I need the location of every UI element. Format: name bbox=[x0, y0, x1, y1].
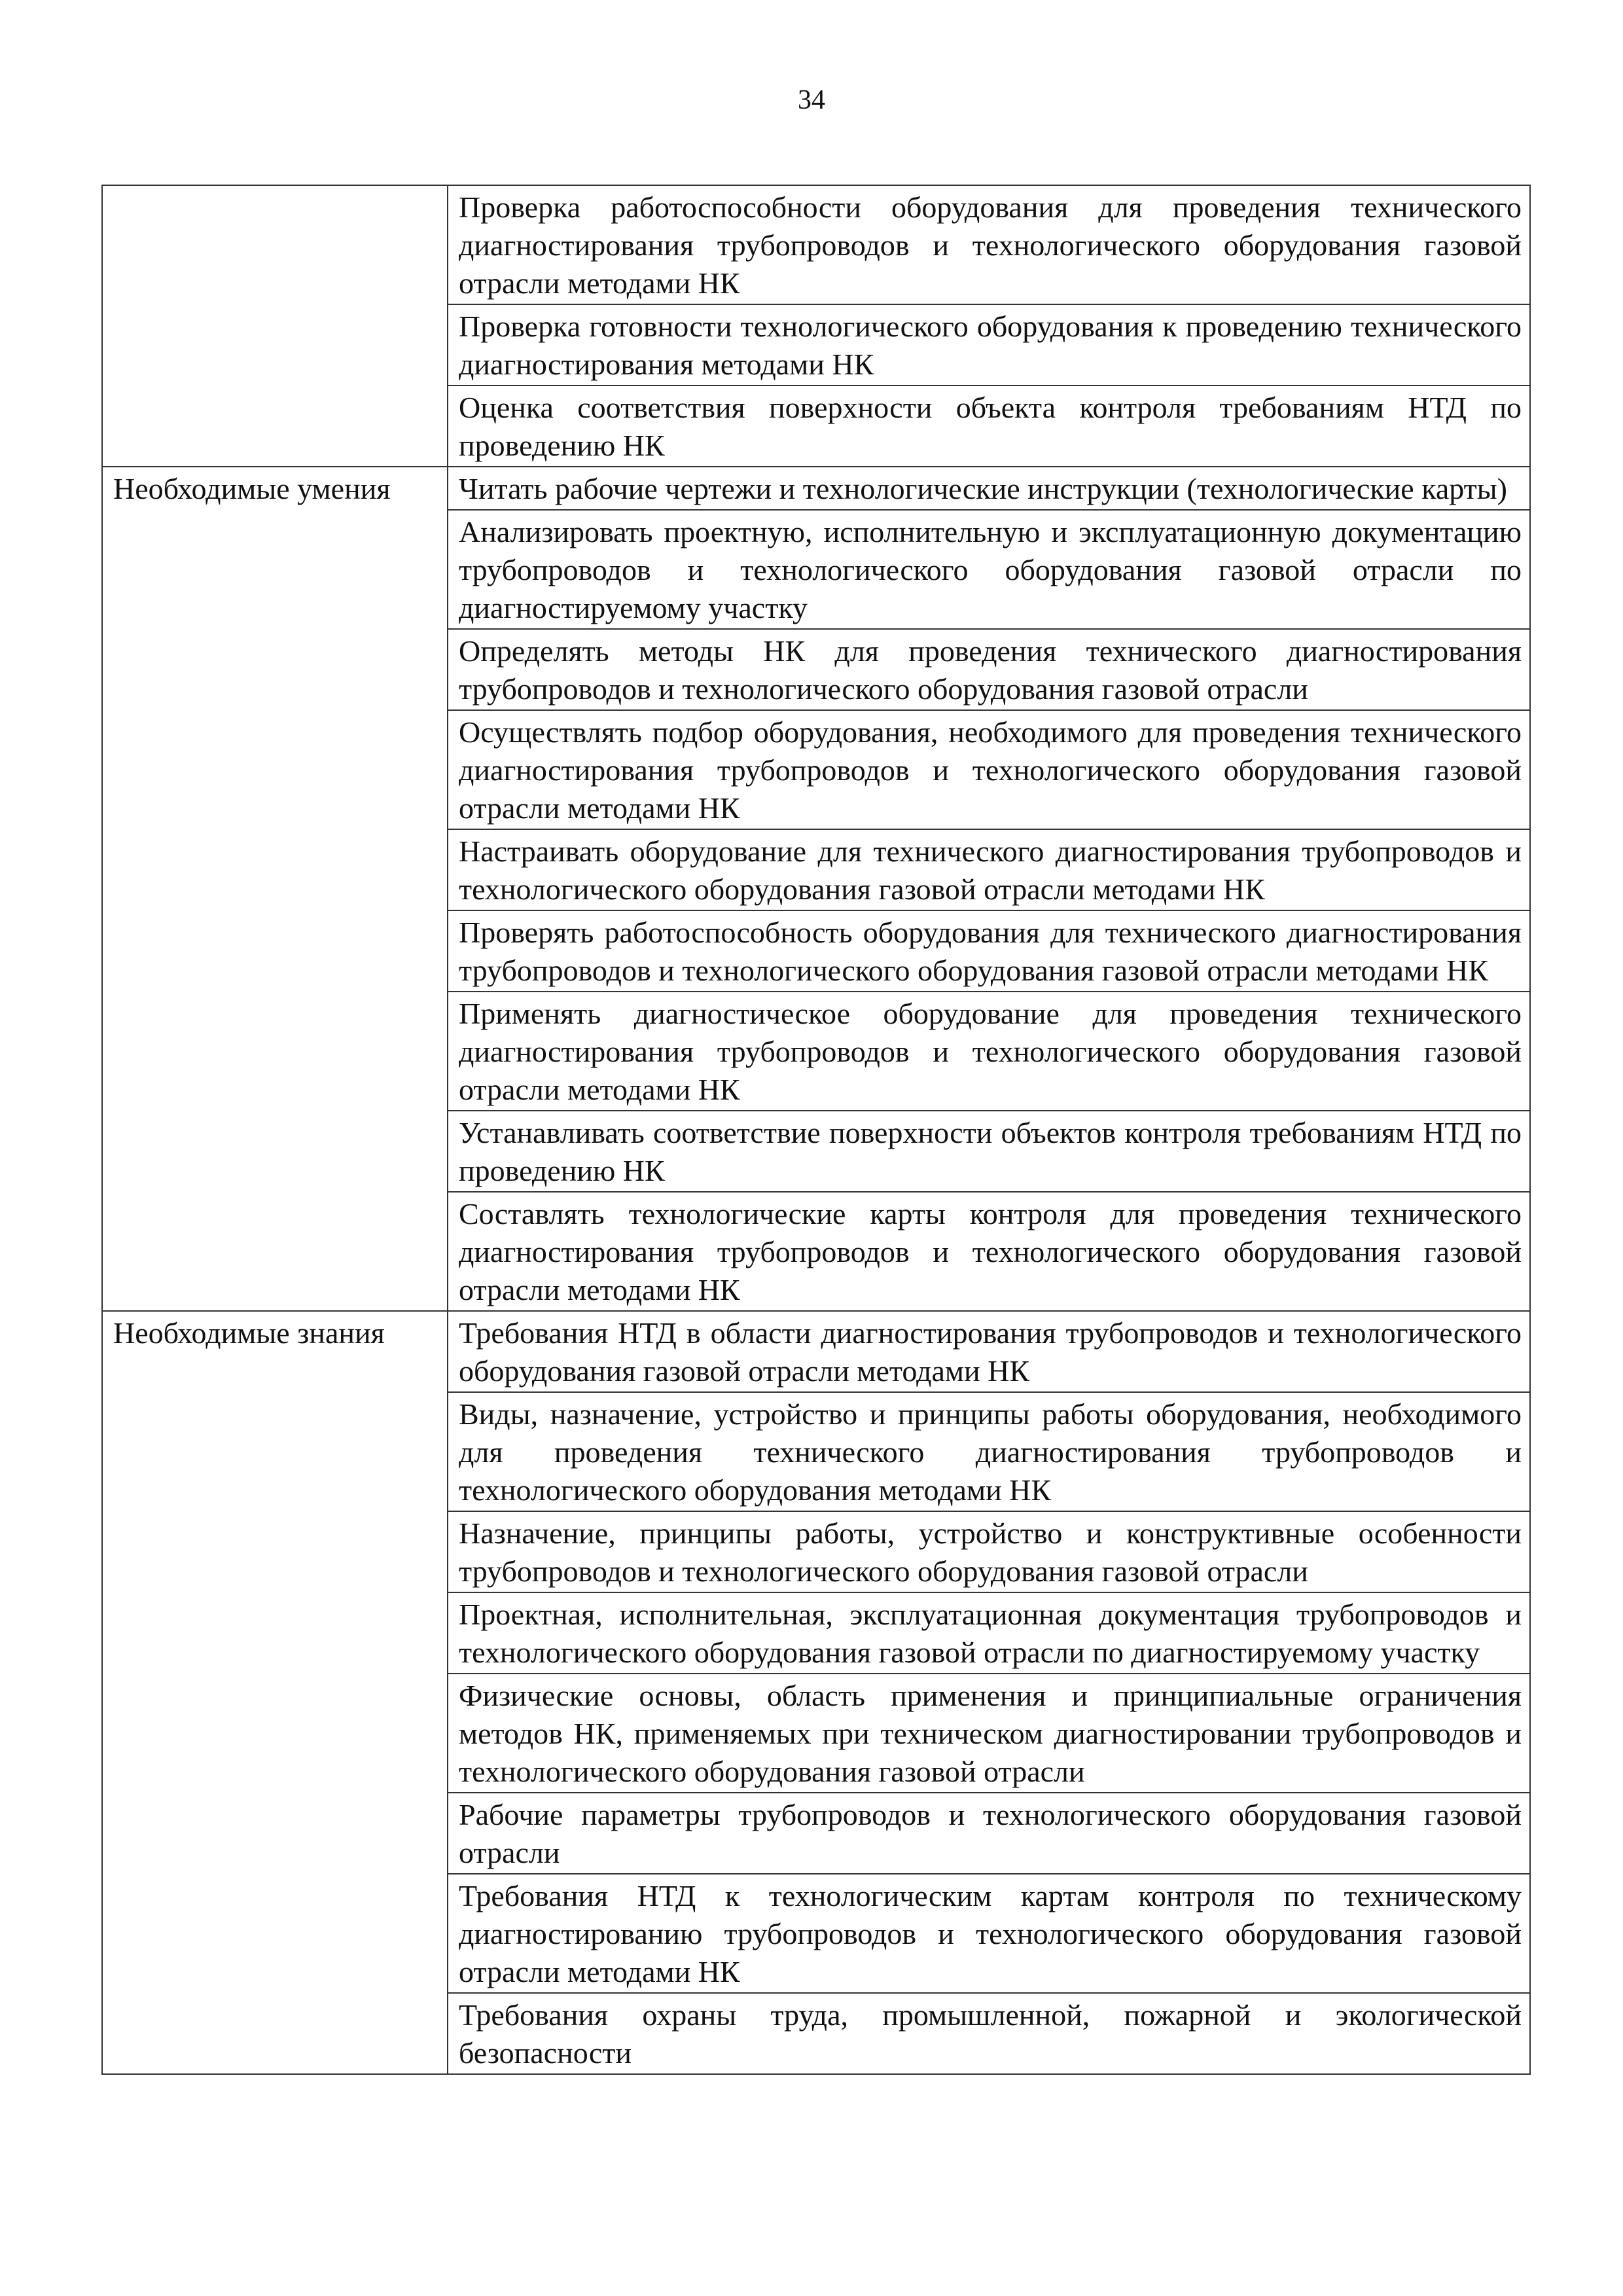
knowledge-item: Требования охраны труда, промышленной, пожарной и экологической безопасности bbox=[448, 1993, 1530, 2074]
skill-item: Настраивать оборудование для технического диагностирования трубопроводов и технологического оборудования газовой отрасли методами НК bbox=[448, 829, 1530, 910]
skill-item: Составлять технологические карты контроля для проведения технического диагностирования трубопроводов и технологического оборудования газовой отрасли методами НК bbox=[448, 1192, 1530, 1311]
skill-item: Читать рабочие чертежи и технологические инструкции (технологические карты) bbox=[448, 467, 1530, 510]
continued-item: Проверка работоспособности оборудования для проведения технического диагностирования трубопроводов и технологического оборудования газовой отрасли методами НК bbox=[448, 185, 1530, 304]
skills-label: Необходимые умения bbox=[102, 467, 448, 1311]
table-row bbox=[102, 185, 1530, 304]
table-row bbox=[102, 467, 1530, 510]
skill-item: Осуществлять подбор оборудования, необходимого для проведения технического диагностирования трубопроводов и технологического оборудования газовой отрасли методами НК bbox=[448, 710, 1530, 829]
knowledge-item: Назначение, принципы работы, устройство и конструктивные особенности трубопроводов и технологического оборудования газовой отрасли bbox=[448, 1511, 1530, 1592]
continued-item: Проверка готовности технологического оборудования к проведению технического диагностирования методами НК bbox=[448, 304, 1530, 386]
knowledge-item: Физические основы, область применения и принципиальные ограничения методов НК, применяемых при техническом диагностировании трубопроводов и технологического оборудования газовой отрасли bbox=[448, 1674, 1530, 1793]
knowledge-item: Рабочие параметры трубопроводов и технологического оборудования газовой отрасли bbox=[448, 1793, 1530, 1874]
skill-item: Проверять работоспособность оборудования для технического диагностирования трубопроводов и технологического оборудования газовой отрасли методами НК bbox=[448, 910, 1530, 992]
competency-table bbox=[101, 185, 1531, 2075]
continued-item: Оценка соответствия поверхности объекта контроля требованиям НТД по проведению НК bbox=[448, 386, 1530, 467]
continued-section-label bbox=[102, 185, 448, 467]
knowledge-item: Виды, назначение, устройство и принципы работы оборудования, необходимого для проведения технического диагностирования трубопроводов и технологического оборудования методами НК bbox=[448, 1392, 1530, 1511]
table-row bbox=[102, 1311, 1530, 1392]
skill-item: Определять методы НК для проведения технического диагностирования трубопроводов и технологического оборудования газовой отрасли bbox=[448, 629, 1530, 710]
page-number: 34 bbox=[798, 85, 825, 115]
knowledge-item: Требования НТД в области диагностирования трубопроводов и технологического оборудования газовой отрасли методами НК bbox=[448, 1311, 1530, 1392]
knowledge-item: Требования НТД к технологическим картам контроля по техническому диагностированию трубопроводов и технологического оборудования газовой отрасли методами НК bbox=[448, 1874, 1530, 1993]
skill-item: Применять диагностическое оборудование для проведения технического диагностирования трубопроводов и технологического оборудования газовой отрасли методами НК bbox=[448, 992, 1530, 1111]
knowledge-label: Необходимые знания bbox=[102, 1311, 448, 2074]
skill-item: Устанавливать соответствие поверхности объектов контроля требованиям НТД по проведению НК bbox=[448, 1111, 1530, 1192]
knowledge-item: Проектная, исполнительная, эксплуатационная документация трубопроводов и технологического оборудования газовой отрасли по диагностируемому участку bbox=[448, 1592, 1530, 1674]
skill-item: Анализировать проектную, исполнительную и эксплуатационную документацию трубопроводов и технологического оборудования газовой отрасли по диагностируемому участку bbox=[448, 510, 1530, 629]
